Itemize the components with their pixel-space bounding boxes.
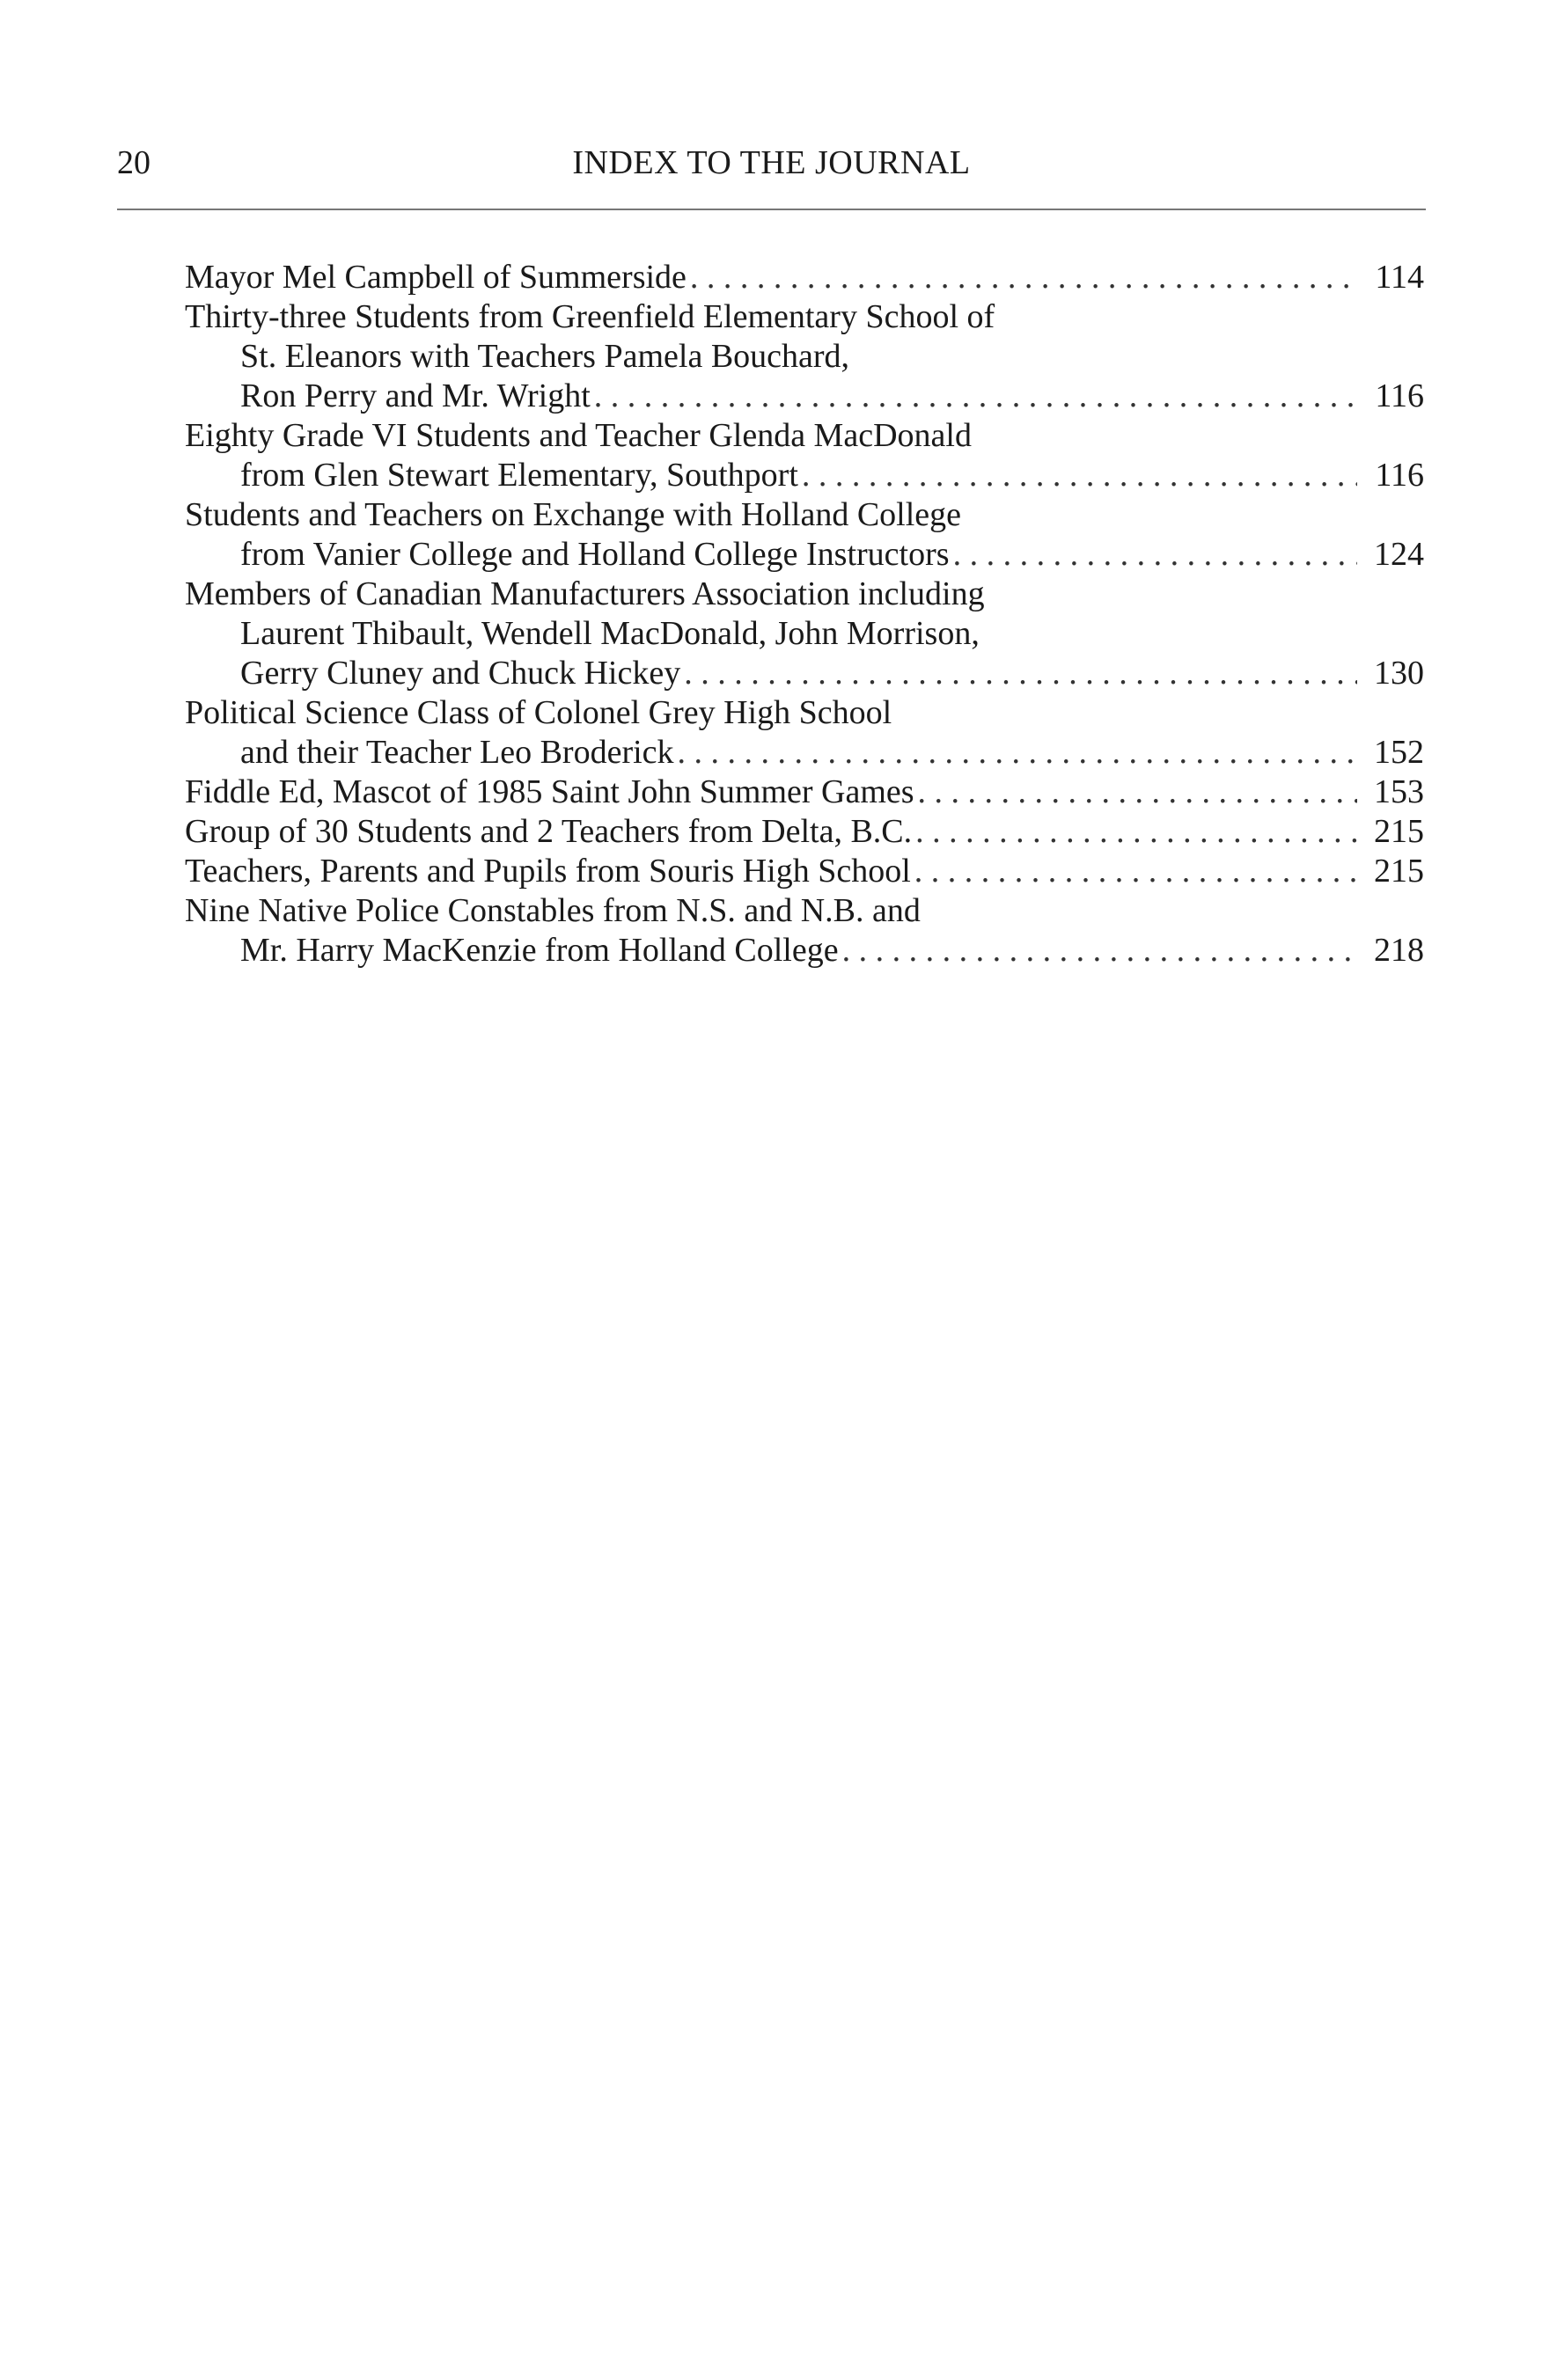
entry-line — [185, 495, 1424, 535]
entry-line — [185, 693, 1424, 733]
dot-leader — [914, 852, 1357, 891]
entry-page-number: 218 — [1374, 932, 1424, 969]
entry-text: Gerry Cluney and Chuck Hickey — [240, 655, 681, 692]
entry-line — [185, 891, 1424, 931]
dot-leader — [953, 535, 1357, 575]
entry-text: Group of 30 Students and 2 Teachers from Delta, B.C. — [185, 813, 913, 850]
entry-text: Teachers, Parents and Pupils from Souris High School — [185, 853, 911, 890]
entry-line — [185, 812, 1424, 852]
entry-line — [185, 456, 1424, 495]
entry-line — [185, 575, 1424, 614]
entry-text: Nine Native Police Constables from N.S. and N.B. and — [185, 892, 921, 929]
entry-line — [185, 416, 1424, 456]
entry-line — [185, 337, 1424, 377]
dot-leader — [915, 812, 1357, 852]
dot-leader — [918, 773, 1357, 812]
dot-leader — [690, 258, 1357, 297]
entry-page-number: 215 — [1374, 853, 1424, 890]
entry-text: Political Science Class of Colonel Grey High School — [185, 694, 892, 731]
entry-line — [185, 297, 1424, 337]
entry-line — [185, 654, 1424, 693]
entry-page-number: 130 — [1374, 655, 1424, 692]
dot-leader — [842, 931, 1357, 970]
entry-text: Fiddle Ed, Mascot of 1985 Saint John Summer Games — [185, 773, 914, 810]
entry-text: and their Teacher Leo Broderick — [240, 734, 674, 771]
entry-line — [185, 931, 1424, 970]
entry-page-number: 152 — [1374, 734, 1424, 771]
index-list — [185, 258, 1424, 970]
page-header — [117, 141, 1426, 194]
entry-text: Thirty-three Students from Greenfield Elementary School of — [185, 298, 995, 335]
index-entry — [185, 575, 1424, 693]
entry-page-number: 114 — [1375, 259, 1424, 296]
entry-text: Mr. Harry MacKenzie from Holland College — [240, 932, 839, 969]
entry-page-number: 116 — [1375, 377, 1424, 414]
page-number: 20 — [117, 144, 151, 181]
entry-text: Ron Perry and Mr. Wright — [240, 377, 591, 414]
entry-text: from Vanier College and Holland College Instructors — [240, 536, 950, 573]
entry-text: Mayor Mel Campbell of Summerside — [185, 259, 687, 296]
index-entry — [185, 693, 1424, 773]
index-entry — [185, 297, 1424, 416]
dot-leader — [802, 456, 1357, 495]
entry-page-number: 116 — [1375, 457, 1424, 494]
entry-text: from Glen Stewart Elementary, Southport — [240, 457, 798, 494]
entry-line — [185, 614, 1424, 654]
entry-line — [185, 773, 1424, 812]
dot-leader — [594, 377, 1357, 416]
entry-line — [185, 377, 1424, 416]
index-entry — [185, 773, 1424, 812]
entry-text: Members of Canadian Manufacturers Association including — [185, 575, 985, 612]
entry-line — [185, 852, 1424, 891]
entry-line — [185, 258, 1424, 297]
entry-text: Laurent Thibault, Wendell MacDonald, John Morrison, — [240, 615, 980, 652]
index-entry — [185, 258, 1424, 297]
entry-text: Eighty Grade VI Students and Teacher Glenda MacDonald — [185, 417, 972, 454]
index-entry — [185, 852, 1424, 891]
running-title: INDEX TO THE JOURNAL — [572, 144, 971, 181]
index-entry — [185, 495, 1424, 575]
entry-text: Students and Teachers on Exchange with Holland College — [185, 496, 962, 533]
header-rule — [117, 209, 1426, 210]
index-entry — [185, 416, 1424, 495]
entry-page-number: 124 — [1374, 536, 1424, 573]
entry-page-number: 153 — [1374, 773, 1424, 810]
index-entry — [185, 812, 1424, 852]
entry-page-number: 215 — [1374, 813, 1424, 850]
entry-text: St. Eleanors with Teachers Pamela Bouchard, — [240, 338, 850, 375]
entry-line — [185, 733, 1424, 773]
entry-line — [185, 535, 1424, 575]
dot-leader — [678, 733, 1357, 773]
dot-leader — [684, 654, 1357, 693]
index-entry — [185, 891, 1424, 970]
